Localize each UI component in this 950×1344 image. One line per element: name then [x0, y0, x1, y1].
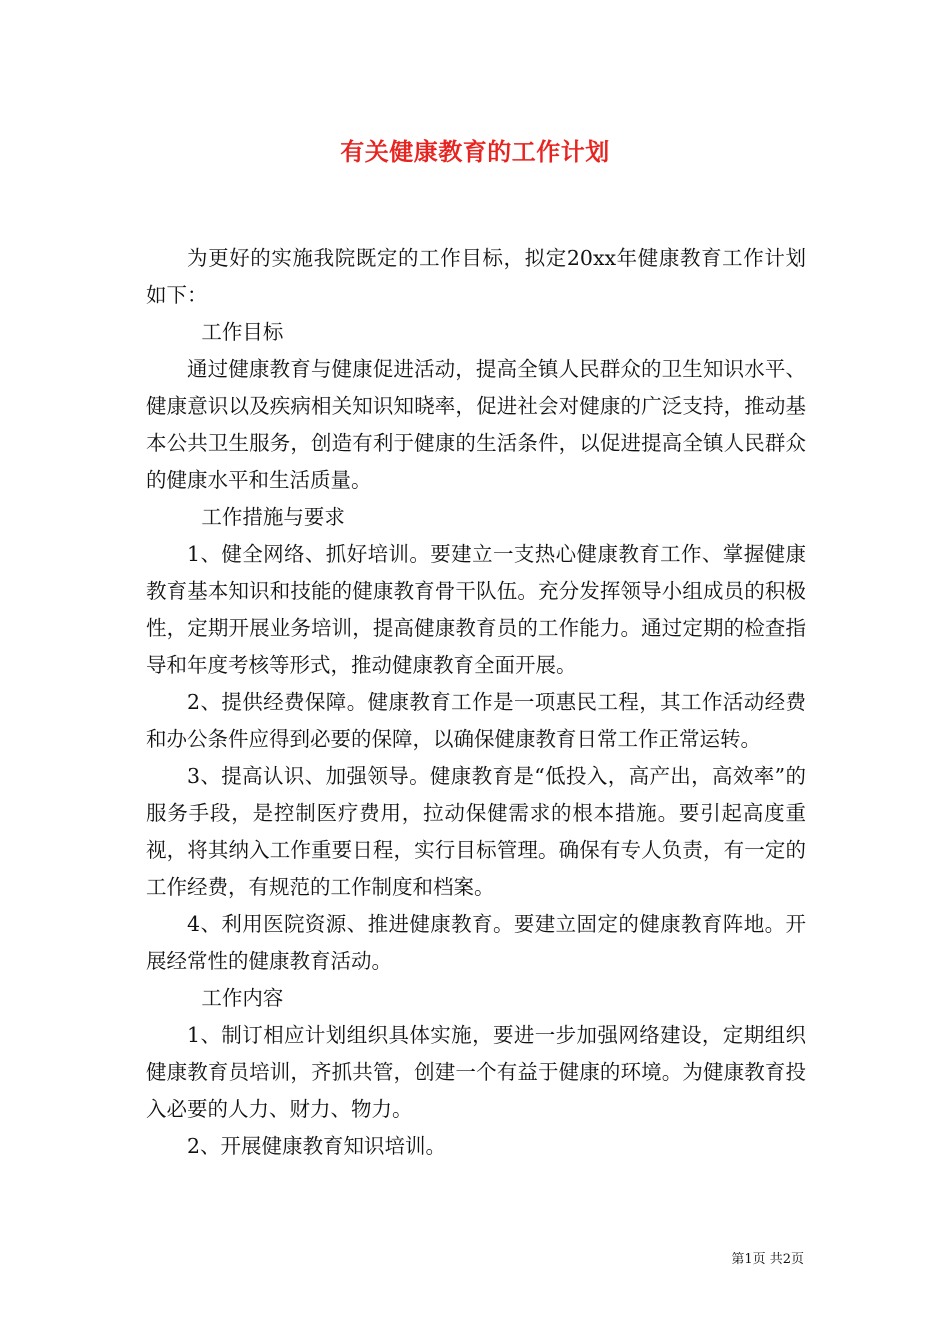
document-body	[146, 240, 806, 1165]
section-heading-goals: 工作目标	[201, 320, 284, 344]
content-paragraph-1: 1、制订相应计划组织具体实施，要进一步加强网络建设，定期组织健康教育员培训，齐抓共管，创建一个有益于健康的环境。为健康教育投入必要的人力、财力、物力。	[146, 1023, 806, 1121]
goals-paragraph: 通过健康教育与健康促进活动，提高全镇人民群众的卫生知识水平、健康意识以及疾病相关知识知晓率，促进社会对健康的广泛支持，推动基本公共卫生服务，创造有利于健康的生活条件，以促进提高全镇人民群众的健康水平和生活质量。	[146, 357, 806, 492]
measures-paragraph-1: 1、健全网络、抓好培训。要建立一支热心健康教育工作、掌握健康教育基本知识和技能的健康教育骨干队伍。充分发挥领导小组成员的积极性，定期开展业务培训，提高健康教育员的工作能力。通过定期的检查指导和年度考核等形式，推动健康教育全面开展。	[146, 542, 806, 677]
document-title: 有关健康教育的工作计划	[340, 137, 610, 166]
page-number-footer: 第1页 共2页	[731, 1252, 804, 1267]
intro-paragraph: 为更好的实施我院既定的工作目标，拟定20xx年健康教育工作计划如下：	[146, 246, 806, 307]
section-heading-content: 工作内容	[201, 986, 284, 1010]
measures-paragraph-2: 2、提供经费保障。健康教育工作是一项惠民工程，其工作活动经费和办公条件应得到必要的保障，以确保健康教育日常工作正常运转。	[146, 690, 806, 751]
content-paragraph-2: 2、开展健康教育知识培训。	[187, 1134, 447, 1158]
measures-paragraph-4: 4、利用医院资源、推进健康教育。要建立固定的健康教育阵地。开展经常性的健康教育活动。	[146, 912, 806, 973]
section-heading-measures: 工作措施与要求	[201, 505, 345, 529]
measures-paragraph-3: 3、提高认识、加强领导。健康教育是“低投入，高产出，高效率”的服务手段，是控制医疗费用，拉动保健需求的根本措施。要引起高度重视，将其纳入工作重要日程，实行目标管理。确保有专人负责，有一定的工作经费，有规范的工作制度和档案。	[146, 764, 806, 899]
